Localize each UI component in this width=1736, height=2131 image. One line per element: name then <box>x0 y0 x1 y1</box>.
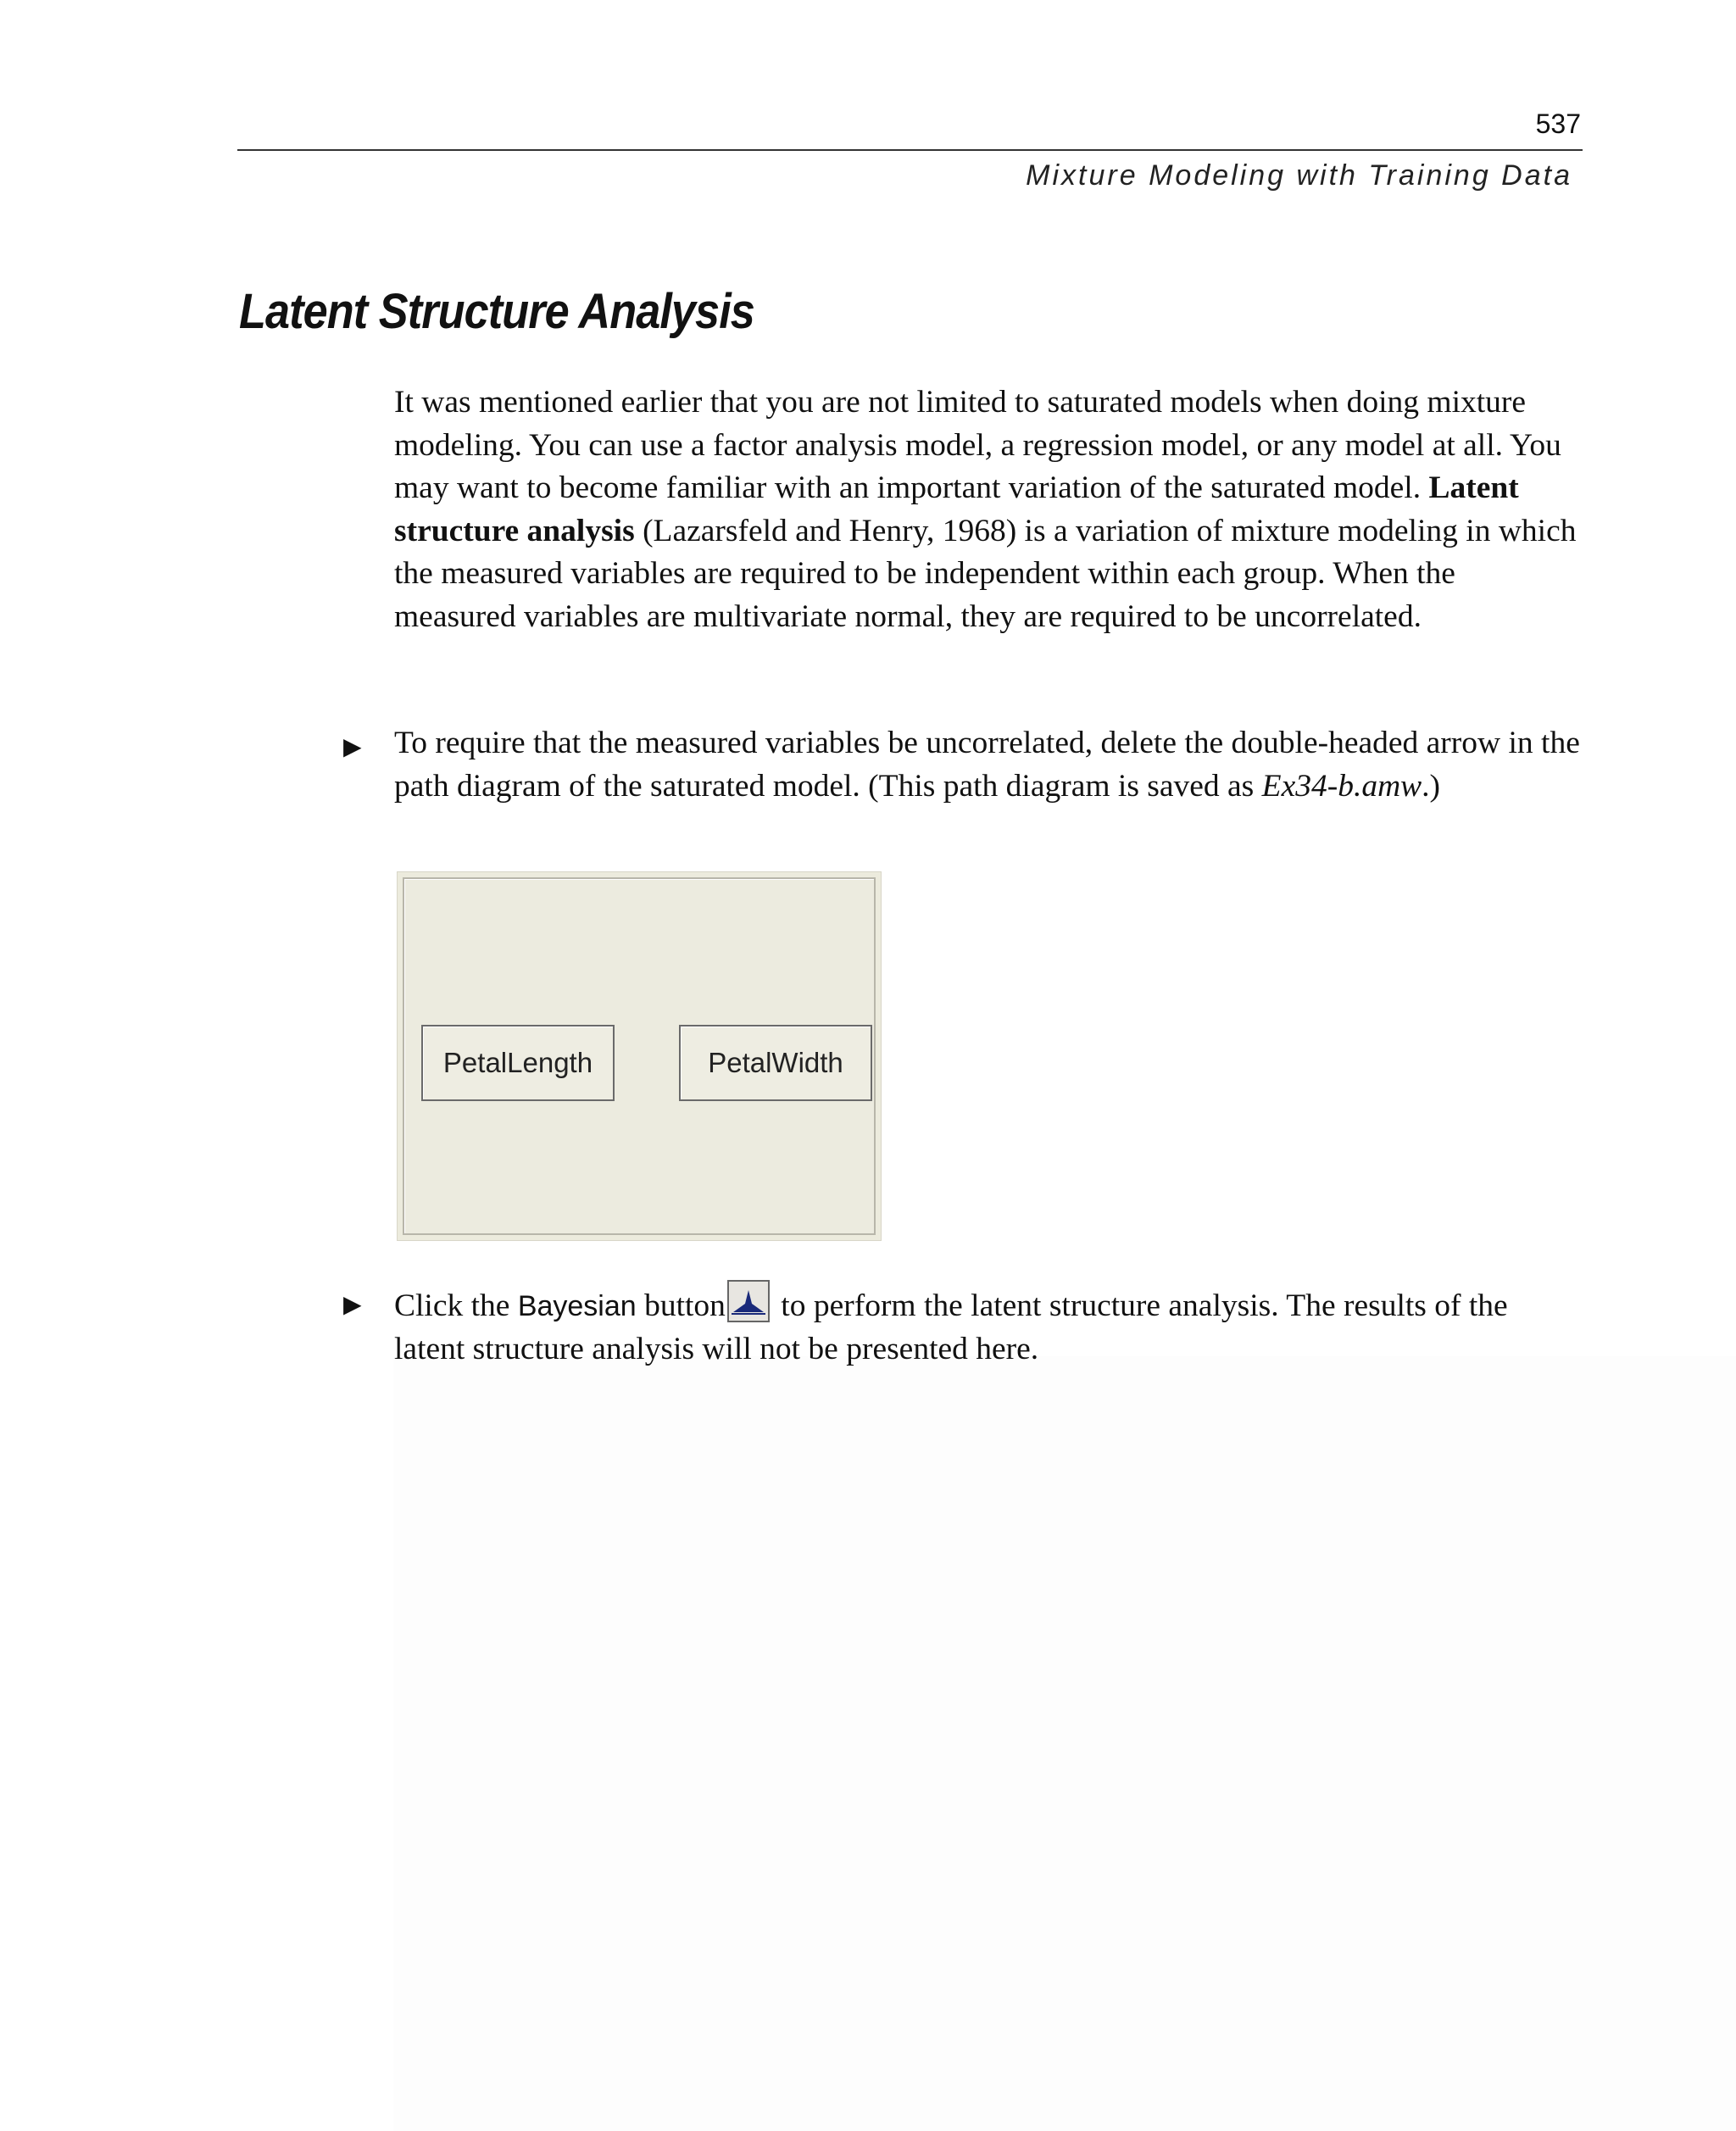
page-background-shade <box>393 1356 1736 2131</box>
bayesian-label: Bayesian <box>517 1290 637 1322</box>
file-name: Ex34-b.amw <box>1261 768 1422 804</box>
step-2-text <box>394 1280 1585 1371</box>
section-title: Latent Structure Analysis <box>239 284 754 339</box>
step-1-text-before: To require that the measured variables be uncorrelated, delete the double-headed arrow in the path diagram of the saturated model. (This path diagram is saved as <box>394 726 1580 804</box>
diagram-canvas <box>403 877 876 1235</box>
header-rule <box>237 149 1583 151</box>
running-head: Mixture Modeling with Training Data <box>1026 159 1572 192</box>
observed-variable-petal-length[interactable]: PetalLength <box>421 1025 615 1101</box>
bullet-triangle-icon: ▶ <box>343 732 362 760</box>
bayesian-distribution-glyph <box>729 1282 768 1321</box>
bullet-triangle-icon: ▶ <box>343 1290 362 1318</box>
path-diagram <box>397 871 882 1241</box>
intro-paragraph <box>394 381 1581 638</box>
intro-text-1: It was mentioned earlier that you are not limited to saturated models when doing mixture modeling. You can use a factor analysis model, a regression model, or any model at all. You may want to become familiar with an important variation of the saturated model. <box>394 385 1561 505</box>
intro-text-2: (Lazarsfeld and Henry, 1968) is a variation of mixture modeling in which the measured variables are required to be independent within each group. When the measured variables are multivariate normal, they are required to be uncorrelated. <box>394 513 1577 634</box>
observed-variable-petal-width[interactable]: PetalWidth <box>679 1025 872 1101</box>
step-2-text-before: Click the <box>394 1288 518 1323</box>
step-1-text-after: .) <box>1422 768 1441 804</box>
step-1-text <box>394 722 1585 808</box>
bayesian-icon[interactable] <box>727 1280 770 1322</box>
step-2-button-word: button <box>636 1288 726 1323</box>
page-number: 537 <box>1535 108 1581 139</box>
step-2-text-after: to perform the latent structure analysis. The results of the latent structure analysis will not be presented here. <box>394 1288 1508 1366</box>
bold-term: Latent structure analysis <box>394 470 1519 548</box>
